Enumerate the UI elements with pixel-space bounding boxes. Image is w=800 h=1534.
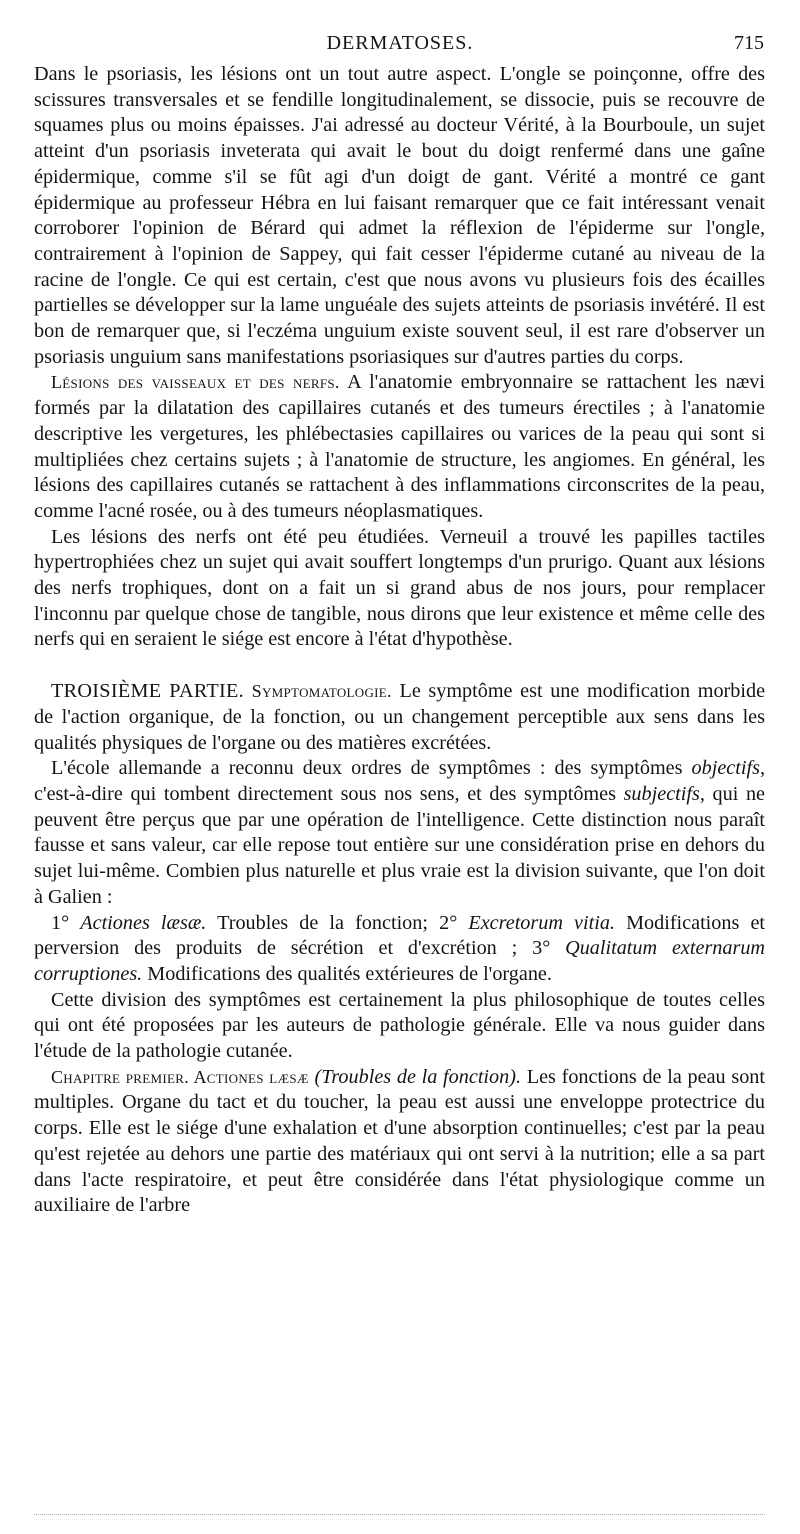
paragraph-ecole-allemande [34, 756, 765, 910]
part-title: TROISIÈME PARTIE. [51, 680, 245, 703]
page-number: 715 [734, 32, 764, 54]
latin-term: Actiones læsæ. [80, 911, 207, 934]
paragraph-text: , c'est-à-dire qui tombent directement sous nos sens, et des symptômes [34, 757, 765, 805]
running-title: DERMATOSES. [326, 32, 474, 54]
paragraph-text: Troubles de la fonction; [217, 911, 428, 934]
paragraph-vaisseaux-nerfs [34, 370, 765, 524]
section-heading-symptomatologie: Symptomatologie. [251, 681, 392, 702]
term-objectifs: objectifs [691, 757, 760, 780]
paragraph-psoriasis: Dans le psoriasis, les lésions ont un tout autre aspect. L'ongle se poinçonne, offre des scissures transversales et se fendille longitudinalement, se dissocie, puis se recouvre de squames plus ou moins épaisses. J'ai adressé au docteur Vérité, à la Bourboule, un sujet atteint d'un psoriasis inveterata qui avait le bout du doigt renfermé dans une gaîne épidermique, comme s'il se fût agi d'un doigt de gant. Vérité a montré ce gant épidermique au professeur Hébra en lui faisant remarquer que ce fait intéressant venait corroborer l'opinion de Bérard qui admet la réflexion de l'épiderme sur l'ongle, contrairement à l'opinion de Sappey, qui fait cesser l'épiderme cutané au niveau de la racine de l'ongle. Ce qui est certain, c'est que nous avons vu plusieurs fois des écailles partielles se développer sur la lame unguéale des sujets atteints de psoriasis invétéré. Il est bon de remarquer que, si l'eczéma unguium existe souvent seul, il est rare d'observer un psoriasis unguium sans manifestations psoriasiques sur d'autres parties du corps. [34, 63, 765, 368]
section-heading-vaisseaux: Lésions des vaisseaux et des nerfs. [51, 372, 340, 393]
paragraph-symptomatologie [34, 679, 765, 756]
chapter-subtitle: (Troubles de la fonction). [314, 1065, 521, 1088]
running-header [0, 28, 800, 58]
paragraph-text: Le symptôme est une modification morbide de l'action organique, de la fonction, ou un changement perceptible aux sens dans les qualités physiques de l'organe ou des matières excrétées. [34, 680, 766, 754]
paragraph-galien-list [34, 911, 765, 988]
paragraph-text: Les fonctions de la peau sont multiples. Organe du tact et du toucher, la peau est aussi une enveloppe protectrice du corps. Elle est le siége d'une exhalation et d'une absorption continuelles; c'est par la peau qu'est rejetée au dehors une partie des matériaux qui ont servi à la nutrition; elle a sa part dans l'acte respiratoire, et peut être considérée dans l'état physiologique comme un auxiliaire de l'arbre [34, 1065, 766, 1217]
list-number: 2° [439, 911, 458, 934]
paragraph-chapitre [34, 1065, 765, 1219]
paragraph-text: Modifications et perversion des produits de sécrétion et d'excrétion ; [34, 911, 766, 960]
paragraph-text: Modifications des qualités extérieures de l'organe. [147, 962, 552, 985]
body-text [34, 62, 765, 1219]
paragraph-division: Cette division des symptômes est certainement la plus philosophique de toutes celles qui ont été proposées par les auteurs de pathologie générale. Elle va nous guider dans l'étude de la pathologie cutanée. [34, 988, 765, 1063]
chapter-heading: Chapitre premier. Actiones læsæ [51, 1066, 309, 1087]
paragraph-nerfs: Les lésions des nerfs ont été peu étudiées. Verneuil a trouvé les papilles tactiles hypertrophiées chez un sujet qui avait souffert longtemps d'un prurigo. Quant aux lésions des nerfs trophiques, dont on a fait un si grand abus de nos jours, pour remplacer l'inconnu par quelque chose de tangible, nous dirons que leur existence et même celle des nerfs qui en seraient le siége est encore à l'état d'hypothèse. [34, 525, 765, 651]
paragraph-text: A l'anatomie embryonnaire se rattachent les nævi formés par la dilatation des capillaires cutanés et des tumeurs érectiles ; à l'anatomie descriptive les vergetures, les phlébectasies capillaires ou varices de la peau qui sont si multipliées chez certains sujets ; à l'anatomie de structure, les angiomes. En général, les lésions des capillaires cutanés se rattachent à des inflammations circonscrites de la peau, comme l'acné rosée, ou à des tumeurs néoplasmatiques. [34, 371, 765, 522]
list-number: 1° [51, 911, 70, 934]
latin-term: Excretorum vitia. [468, 911, 615, 934]
paragraph-text: , qui ne peuvent être perçus que par une opération de l'intelligence. Cette distinction nous paraît fausse et sans valeur, car elle repose tout entière sur une considération prise en dehors du sujet lui-même. Combien plus naturelle et plus vraie est la division suivante, que l'on doit à Galien : [34, 782, 766, 908]
latin-term: Qualitatum externarum corruptiones. [34, 937, 766, 985]
term-subjectifs: subjectifs [623, 782, 700, 805]
bottom-rule [34, 1514, 765, 1517]
list-number: 3° [532, 937, 551, 960]
paragraph-text: L'école allemande a reconnu deux ordres de symptômes : des symptômes [51, 757, 683, 780]
